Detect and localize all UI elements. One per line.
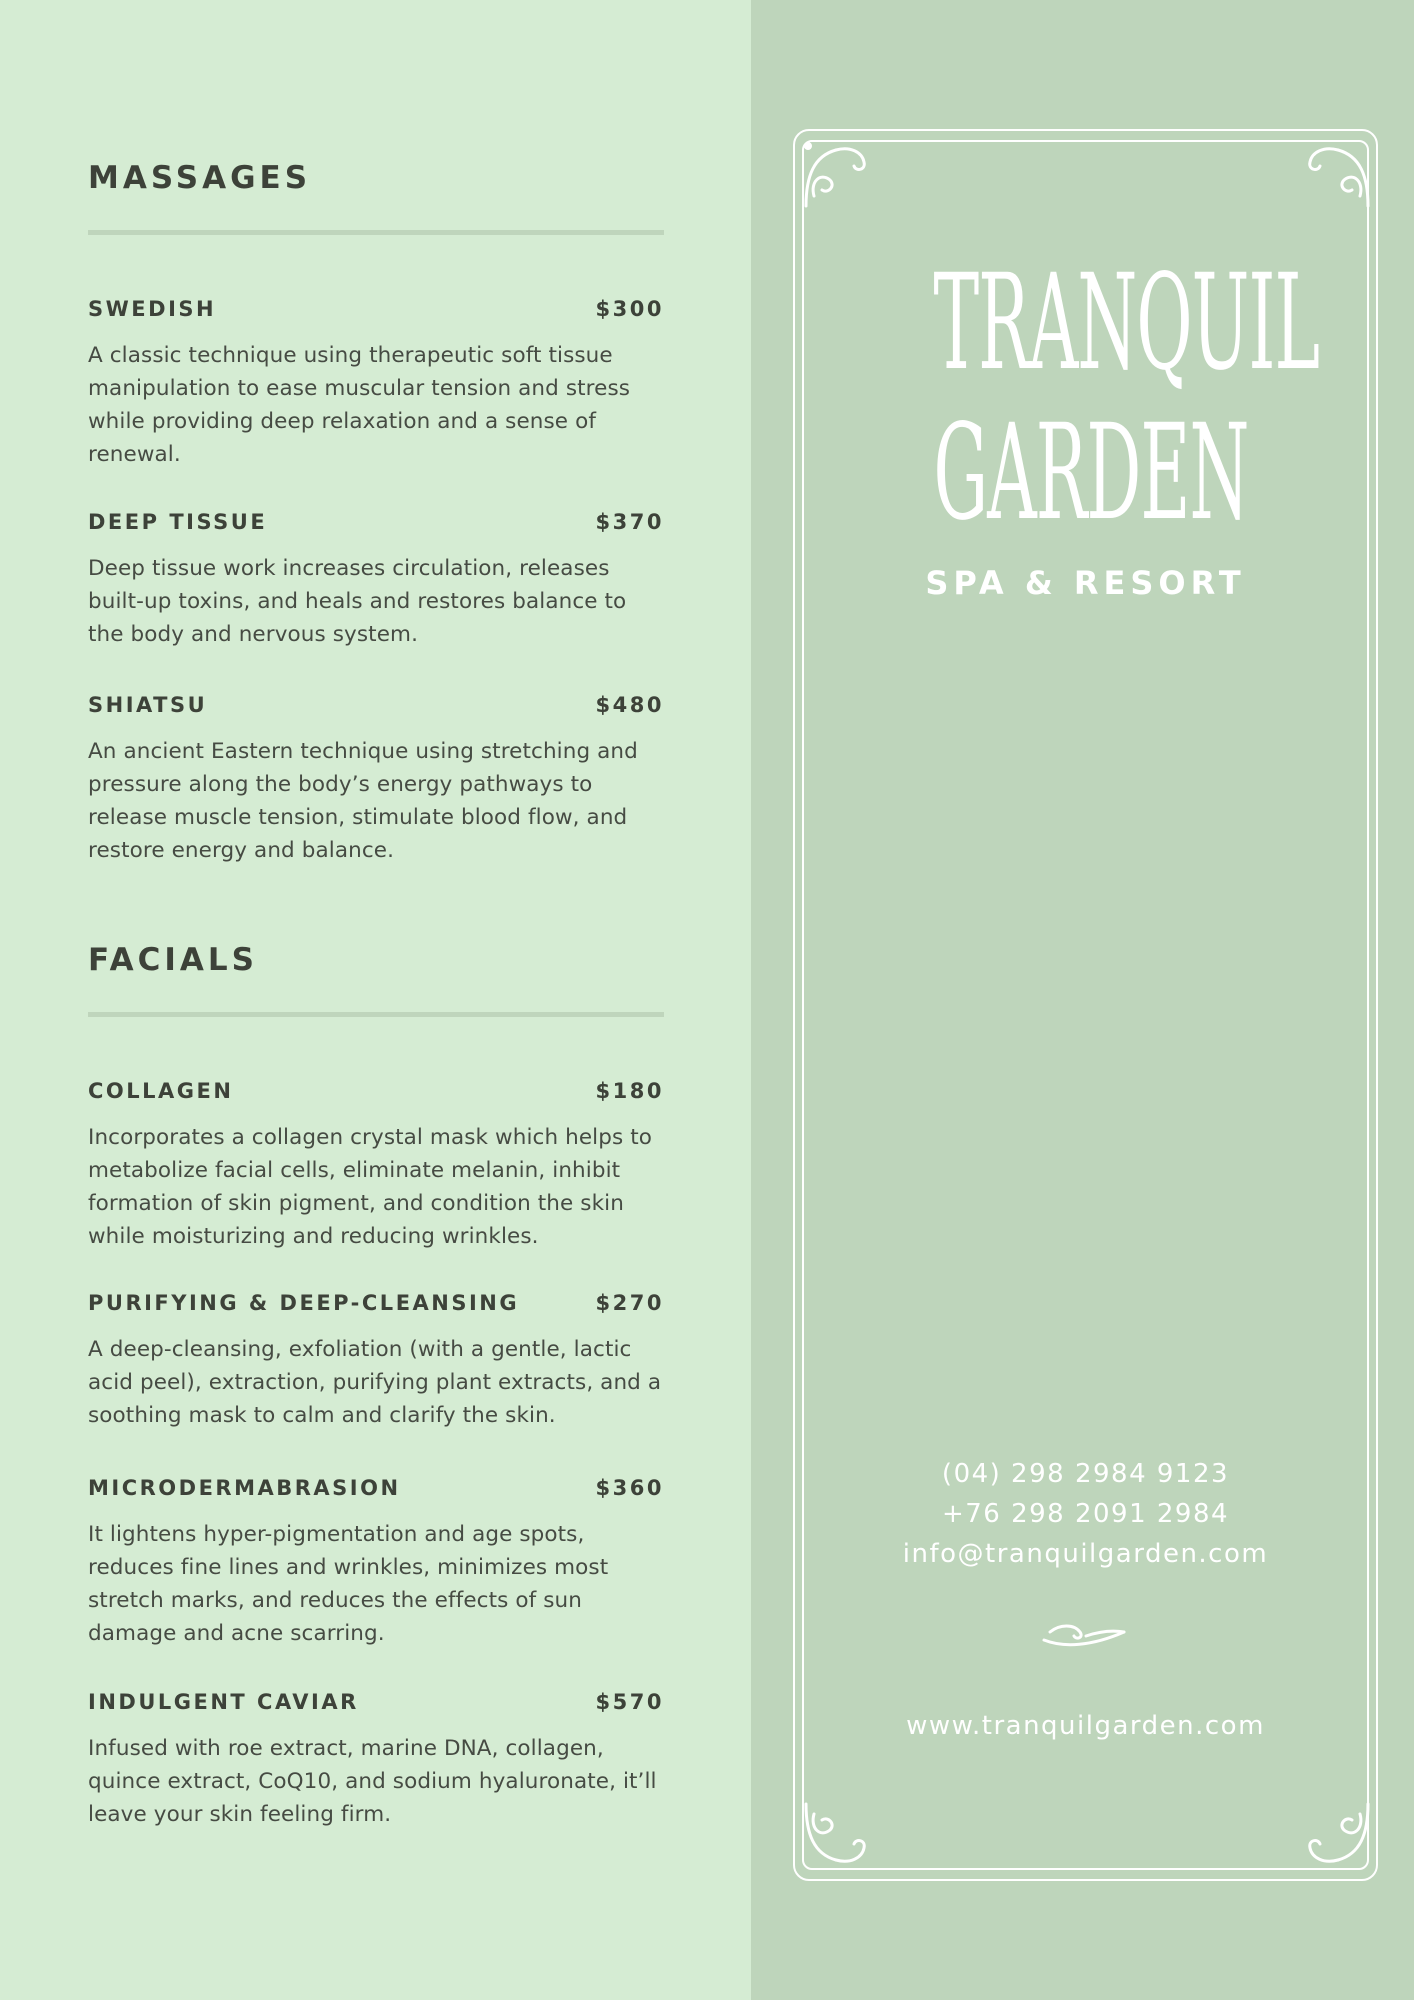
flourish-corner-icon [1294,136,1374,216]
item-name: INDULGENT CAVIAR [88,1690,359,1714]
item-description: A deep-cleansing, exfoliation (with a gentle, lactic acid peel), extraction, purifying plant extracts, and a soothing mask to calm and clarify the skin. [88,1337,662,1428]
phone-secondary[interactable]: +76 298 2091 2984 [941,1499,1230,1529]
brand-title-line1: TRANQUIL [933,246,1319,400]
website-link[interactable]: www.tranquilgarden.com [906,1711,1265,1741]
section-title: MASSAGES [88,160,312,196]
menu-item [88,510,664,651]
item-description: Infused with roe extract, marine DNA, collagen, quince extract, CoQ10, and sodium hyaluronate, it’ll leave your skin feeling firm. [88,1736,657,1827]
section-divider [88,1012,664,1017]
flourish-corner-icon [800,1794,880,1874]
item-price: $180 [595,1079,664,1103]
item-description: It lightens hyper-pigmentation and age spots, reduces fine lines and wrinkles, minimizes most stretch marks, and reduces the effects of sun damage and acne scarring. [88,1522,609,1646]
section-facials [88,942,664,1827]
menu-item [88,1079,664,1253]
item-name: DEEP TISSUE [88,510,268,534]
brand-tagline: SPA & RESORT [925,564,1246,602]
item-price: $360 [595,1476,664,1500]
item-description: Deep tissue work increases circulation, releases built-up toxins, and heals and restores balance to the body and nervous system. [88,556,627,647]
item-description: Incorporates a collagen crystal mask which helps to metabolize facial cells, eliminate melanin, inhibit formation of skin pigment, and condition the skin while moisturizing and reducing wrinkles. [88,1125,652,1249]
item-description: A classic technique using therapeutic soft tissue manipulation to ease muscular tension and stress while providing deep relaxation and a sense of renewal. [88,343,631,467]
item-price: $270 [595,1291,664,1315]
menu-item [88,1690,664,1831]
item-price: $570 [595,1690,664,1714]
item-price: $370 [595,510,664,534]
flourish-corner-icon [800,136,880,216]
menu-item [88,297,664,471]
section-massages [88,160,664,863]
menu-item [88,693,664,867]
section-title: FACIALS [88,942,258,978]
menu-item [88,1291,664,1432]
email-link[interactable]: info@tranquilgarden.com [902,1539,1269,1569]
section-divider [88,230,664,235]
item-name: MICRODERMABRASION [88,1476,401,1500]
menu-item [88,1476,664,1650]
item-name: COLLAGEN [88,1079,234,1103]
item-price: $480 [595,693,664,717]
swirl-ornament-icon [1040,1618,1130,1650]
item-description: An ancient Eastern technique using stretching and pressure along the body’s energy pathways to release muscle tension, stimulate blood flow, and restore energy and balance. [88,739,638,863]
contact-block [793,1454,1378,1574]
item-name: PURIFYING & DEEP-CLEANSING [88,1291,520,1315]
flourish-corner-icon [1294,1794,1374,1874]
item-price: $300 [595,297,664,321]
item-name: SWEDISH [88,297,217,321]
phone-primary[interactable]: (04) 298 2984 9123 [941,1459,1230,1489]
item-name: SHIATSU [88,693,208,717]
brand-title-line2: GARDEN [933,396,1249,550]
brand-title [793,248,1378,548]
